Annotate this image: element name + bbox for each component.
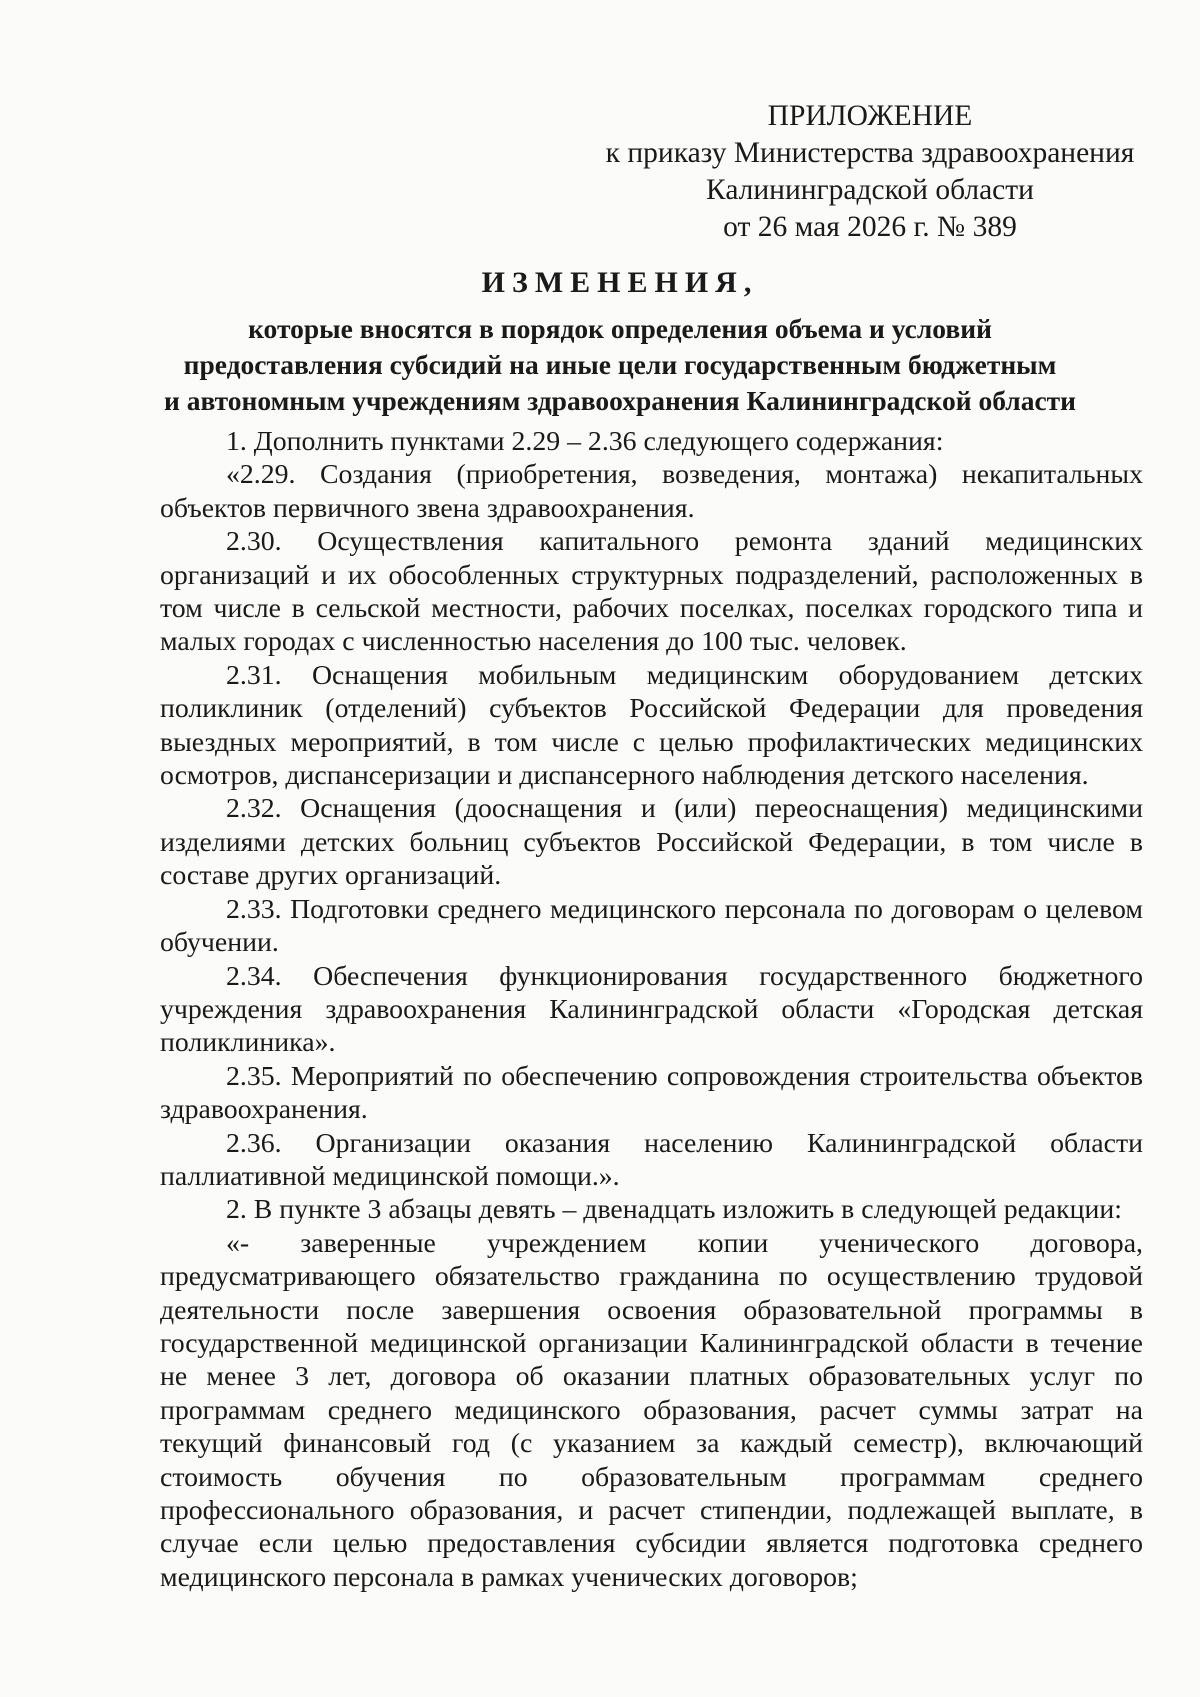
paragraph-2-30: 2.30. Осуществления капитального ремонта зданий медицинских организаций и их обособленных структурных подразделений, расположенных в том числе в сельской местности, рабочих поселках, поселках городского типа и малых городах с численностью населения до 100 тыс. человек. [160,526,1143,658]
paragraph-item-1: 1. Дополнить пунктами 2.29 – 2.36 следующего содержания: [226,426,944,457]
document-title [160,263,1080,419]
appendix-region: Калининградской области [706,174,1034,206]
paragraph-2-33: 2.33. Подготовки среднего медицинского персонала по договорам о целевом обучении. [160,893,1143,959]
paragraph-2-36: 2.36. Организации оказания населению Калининградской области паллиативной медицинской помощи.». [160,1127,1143,1192]
paragraph-item-2: 2. В пункте 3 абзацы девять – двенадцать изложить в следующей редакции: [226,1194,1122,1226]
paragraph-2-34: 2.34. Обеспечения функционирования государственного бюджетного учреждения здравоохранения Калининградской области «Городская детская поликлиника». [160,960,1143,1059]
title-line-3: и автономным учреждениям здравоохранения Калининградской области [163,385,1077,416]
paragraph-2-29: «2.29. Создания (приобретения, возведения, монтажа) некапитальных объектов первичного звена здравоохранения. [160,459,1143,524]
paragraph-2-32: 2.32. Оснащения (дооснащения и (или) переоснащения) медицинскими изделиями детских больниц субъектов Российской Федерации, в том числе в составе других организаций. [160,793,1143,892]
appendix-header [590,98,1150,246]
appendix-date-number: от 26 мая 2026 г. № 389 [723,211,1017,243]
paragraph-2-35: 2.35. Мероприятий по обеспечению сопровождения строительства объектов здравоохранения. [160,1060,1143,1126]
title-line-2: предоставления субсидий на иные цели государственным бюджетным [183,349,1057,380]
appendix-label: ПРИЛОЖЕНИЕ [767,100,973,132]
appendix-order-ref: к приказу Министерства здравоохранения [605,137,1135,169]
title-heading: ИЗМЕНЕНИЯ, [481,266,759,299]
paragraph-new-text: «- заверенные учреждением копии ученического договора, предусматривающего обязательство гражданина по осуществлению трудовой деятельности после завершения освоения образовательной программы в государственной медицинской организации Калининградской области в течение не менее 3 лет, договора об оказании платных образовательных услуг по программам среднего медицинского образования, расчет суммы затрат на текущий финансовый год (с указанием за каждый семестр), включающий стоимость обучения по образовательным программам среднего профессионального образования, и расчет стипендии, подлежащей выплате, в случае если целью предоставления субсидии является подготовка среднего медицинского персонала в рамках ученических договоров; [160,1227,1143,1593]
document-body [160,425,1143,1594]
title-line-1: которые вносятся в порядок определения объема и условий [248,313,992,344]
paragraph-2-31: 2.31. Оснащения мобильным медицинским оборудованием детских поликлиник (отделений) субъектов Российской Федерации для проведения выездных мероприятий, в том числе с целью профилактических медицинских осмотров, диспансеризации и диспансерного наблюдения детского населения. [160,659,1143,792]
